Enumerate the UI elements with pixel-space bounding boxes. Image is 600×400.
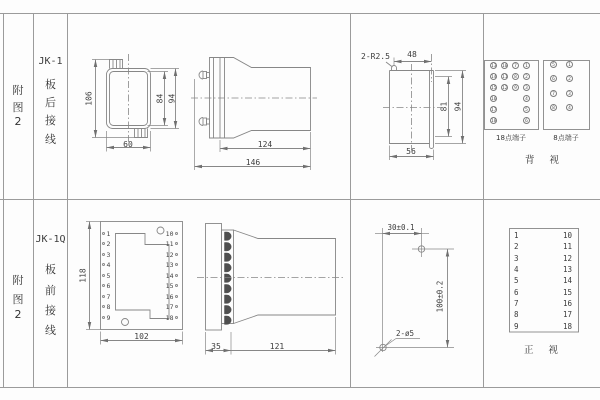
dim-35: 35: [211, 342, 221, 351]
front-view-label: 正 视: [523, 345, 565, 356]
front-terminal: 7: [102, 294, 110, 301]
table-cell: 2: [514, 242, 519, 251]
front-terminal: 13: [165, 262, 178, 269]
dim-30-tol: 30±0.1: [387, 222, 415, 232]
jk1-side-view: [191, 58, 317, 171]
front-terminal: 9: [102, 315, 110, 322]
wiring-char: 接: [45, 304, 56, 317]
label-8-point-terminal: 8点端子: [553, 134, 579, 142]
wiring-char: 接: [45, 114, 56, 127]
wiring-char: 板: [45, 263, 56, 276]
fig-label-char: 附: [12, 84, 24, 97]
front-terminal: 6: [102, 283, 110, 290]
model-label-jk1: JK-1: [38, 56, 63, 67]
terminal-boxes: [485, 61, 590, 130]
jk1q-side-view: [197, 224, 343, 355]
dim-94: 94: [167, 93, 176, 104]
wiring-char: 线: [45, 133, 56, 146]
note-2-r2-5: 2-R2.5: [361, 52, 390, 61]
terminal-circle: 1: [523, 62, 530, 69]
model-label-jk1q: JK-1Q: [35, 234, 66, 245]
terminal-circle: 11: [502, 75, 508, 80]
terminal-circle: 1: [566, 61, 573, 68]
note-2-dia5: 2-ø5: [396, 329, 415, 338]
table-grid: [0, 14, 600, 388]
table-cell: 4: [514, 264, 519, 274]
terminal-circle: 4: [523, 95, 530, 102]
table-cell: 14: [562, 276, 572, 285]
front-terminal: 10: [165, 231, 178, 238]
table-cell: 15: [562, 287, 572, 297]
table-cell: 13: [562, 264, 572, 274]
terminal-circle: 10: [502, 64, 508, 69]
front-terminal: 16: [165, 294, 178, 301]
table-cell: 5: [514, 276, 519, 285]
dim-102: 102: [134, 332, 149, 341]
table-cell: 11: [562, 242, 572, 251]
front-terminal: 17: [165, 304, 178, 311]
table-cell: 12: [562, 253, 572, 263]
front-terminal: 14: [165, 273, 178, 280]
fig-label-char: 图: [12, 101, 24, 114]
fig-label-char: 图: [12, 293, 24, 306]
rear-view-label: 背 视: [524, 155, 566, 166]
fig-label-char: 2: [14, 308, 22, 321]
table-cell: 8: [514, 310, 519, 319]
front-terminal: 1: [102, 231, 110, 238]
terminal-circle: 5: [550, 61, 557, 68]
table-cell: 7: [514, 299, 519, 308]
label-18-point-terminal: 18点端子: [496, 134, 526, 142]
terminal-circle: 7: [512, 62, 519, 69]
terminal-circle: 3: [566, 90, 573, 97]
wiring-char: 后: [45, 96, 56, 109]
dim-60: 60: [123, 139, 133, 149]
terminal-circle: 4: [566, 104, 573, 111]
terminal-circle: 6: [523, 117, 530, 124]
front-terminal: 15: [165, 283, 178, 290]
dim-84: 84: [155, 93, 165, 104]
dim-146: 146: [245, 158, 261, 167]
terminal-circle: 5: [523, 106, 530, 113]
table-cell: 17: [562, 310, 572, 319]
front-terminal: 11: [165, 241, 178, 248]
terminal-circle: 15: [491, 86, 497, 91]
terminal-circle: 18: [491, 119, 497, 124]
dim-124: 124: [257, 140, 273, 149]
table-cell: 1: [514, 230, 519, 240]
front-terminal: 18: [165, 315, 178, 322]
wiring-char: 线: [45, 324, 56, 337]
terminal-circle: 8: [512, 73, 519, 80]
dim-100-tol: 100±0.2: [435, 280, 445, 312]
table-cell: 18: [562, 321, 572, 331]
terminal-circle: 13: [491, 64, 497, 69]
table-cell: 9: [514, 321, 519, 331]
terminal-circle: 12: [502, 86, 508, 91]
terminal-circle: 2: [566, 75, 573, 82]
terminal-circle: 6: [550, 75, 557, 82]
front-terminal: 2: [102, 241, 110, 248]
fig-label-char: 2: [14, 115, 22, 128]
wiring-char: 板: [45, 78, 56, 91]
table-cell: 10: [562, 230, 572, 240]
terminal-circle: 14: [491, 75, 497, 80]
terminal-circle: 3: [523, 84, 530, 91]
table-cell: 6: [514, 287, 519, 297]
front-terminal: 8: [102, 304, 110, 311]
dim-118: 118: [78, 268, 88, 283]
dim-106: 106: [84, 91, 94, 106]
front-terminal: 4: [102, 262, 110, 269]
dim-81: 81: [439, 101, 448, 111]
dim-121: 121: [269, 342, 285, 351]
dim-48: 48: [407, 50, 417, 59]
terminal-circle: 2: [523, 73, 530, 80]
wiring-char: 前: [45, 284, 56, 297]
dim-94b: 94: [453, 101, 462, 111]
table-cell: 16: [562, 299, 572, 308]
table-cell: 3: [514, 253, 519, 263]
terminal-circle: 9: [512, 84, 519, 91]
jk1-front-view: [92, 54, 179, 152]
front-terminal: 3: [102, 252, 110, 259]
terminal-circle: 17: [491, 108, 497, 113]
front-terminal: 5: [102, 273, 110, 280]
terminal-circle: 16: [491, 97, 497, 102]
terminal-circle: 7: [550, 90, 557, 97]
front-terminal: 12: [165, 252, 178, 259]
fig-label-char: 附: [12, 274, 24, 287]
dim-56: 56: [406, 147, 416, 156]
terminal-circle: 8: [550, 104, 557, 111]
